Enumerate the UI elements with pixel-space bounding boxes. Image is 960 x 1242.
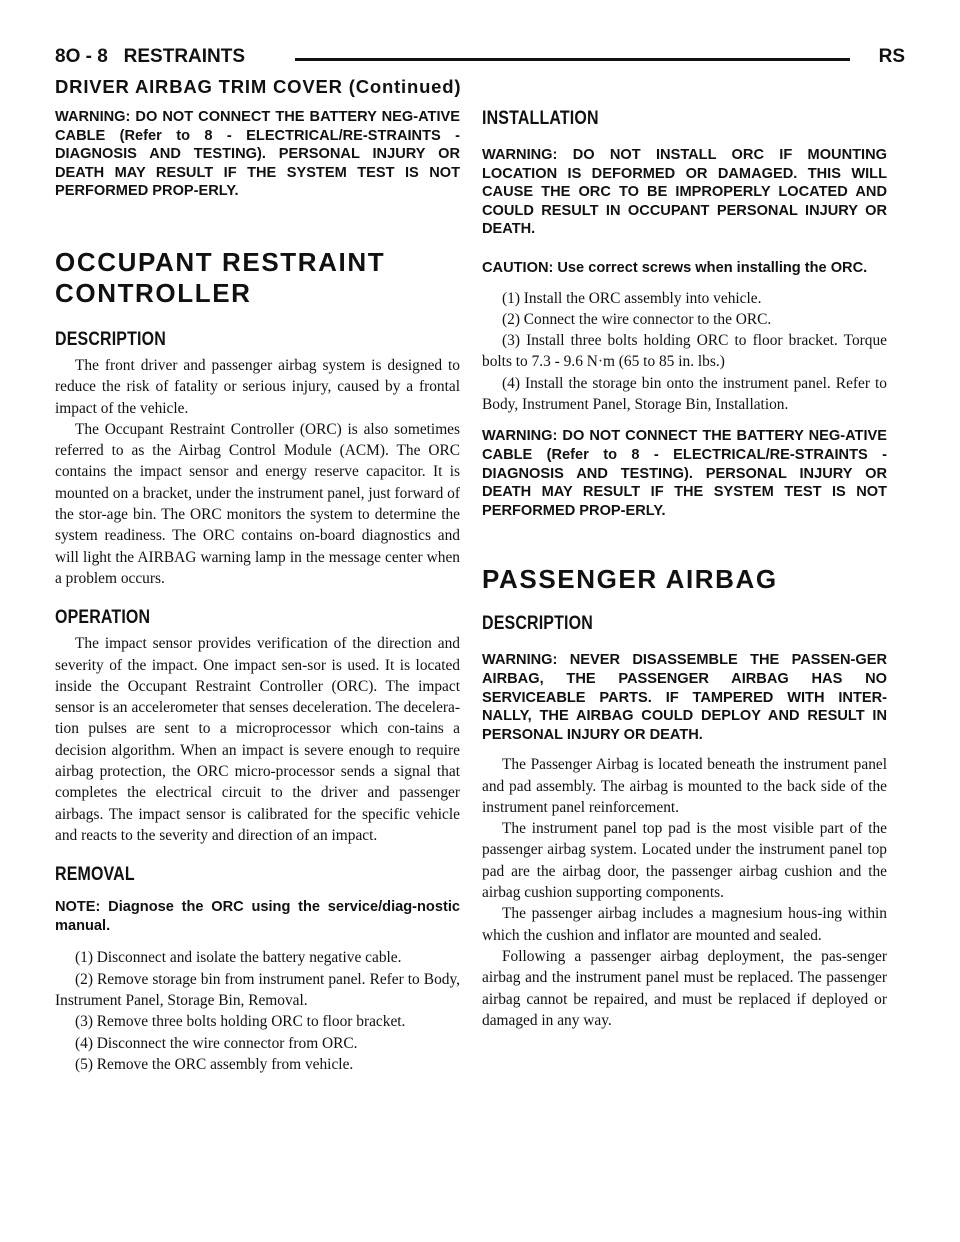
install-step: (2) Connect the wire connector to the ORC. xyxy=(502,310,772,328)
desc-paragraph-1: The front driver and passenger airbag system is designed to reduce the risk of fatality or serious injury, caused by a frontal impact of the vehicle. xyxy=(55,356,460,417)
right-column xyxy=(482,108,887,1031)
warning-battery-2: WARNING: DO NOT CONNECT THE BATTERY NEG-ATIVE CABLE (Refer to 8 - ELECTRICAL/RE-STRAINTS - DIAGNOSIS AND TESTING). PERSONAL INJURY OR DEATH MAY RESULT IF THE SYSTEM TEST IS NOT PERFORMED PROP-ERLY. xyxy=(482,428,887,519)
section-name: RESTRAINTS xyxy=(123,46,246,67)
pa-paragraph-3: The passenger airbag includes a magnesium hous-ing within which the cushion and inflator are mounted and sealed. xyxy=(482,905,887,944)
removal-step: (4) Disconnect the wire connector from ORC. xyxy=(75,1034,358,1052)
install-step: (3) Install three bolts holding ORC to floor bracket. Torque bolts to 7.3 - 9.6 N·m (65 to 85 in. lbs.) xyxy=(482,332,887,371)
note-diagnose: NOTE: Diagnose the ORC using the service/diag-nostic manual. xyxy=(55,899,460,934)
install-step: (4) Install the storage bin onto the instrument panel. Refer to Body, Instrument Panel, Storage Bin, Installation. xyxy=(482,374,887,414)
warning-battery: WARNING: DO NOT CONNECT THE BATTERY NEG-ATIVE CABLE (Refer to 8 - ELECTRICAL/RE-STRAINTS - DIAGNOSIS AND TESTING). PERSONAL INJURY OR DEATH MAY RESULT IF THE SYSTEM TEST IS NOT PERFORMED PROP-ERLY. xyxy=(55,109,460,200)
header-left xyxy=(55,46,245,68)
page-header xyxy=(55,46,905,74)
pa-paragraph-4: Following a passenger airbag deployment, the pas-senger airbag and the instrument panel must be replaced. The passenger airbag cannot be repaired, and must be replaced if deployed or damaged in any way. xyxy=(482,947,887,1029)
operation-paragraph: The impact sensor provides verification of the direction and severity of the impact. One impact sen-sor is used. It is located inside the Occupant Restraint Controller (ORC). The impact sensor is an accelerometer that senses deceleration. The decelera-tion pulses are sent to a microprocessor which con-tains a decision algorithm. When an impact is severe enough to require airbag protection, the ORC micro-processor sends a signal that completes the electrical circuit to the driver and passenger airbags. The impact sensor is calibrated for the specific vehicle and reacts to the severity and direction of an impact. xyxy=(55,635,460,844)
removal-step: (5) Remove the ORC assembly from vehicle. xyxy=(75,1055,354,1073)
pa-paragraph-1: The Passenger Airbag is located beneath the instrument panel and pad assembly. The airbag is mounted to the back side of the instrument panel reinforcement. xyxy=(482,756,887,816)
heading-operation: OPERATION xyxy=(55,607,151,629)
removal-step: (3) Remove three bolts holding ORC to floor bracket. xyxy=(75,1013,406,1031)
heading-removal: REMOVAL xyxy=(55,864,135,886)
caution-screws: CAUTION: Use correct screws when installing the ORC. xyxy=(482,259,868,276)
removal-step: (1) Disconnect and isolate the battery negative cable. xyxy=(75,949,402,967)
heading-description-pa: DESCRIPTION xyxy=(482,613,593,635)
section-title-orc: OCCUPANT RESTRAINT CONTROLLER xyxy=(55,246,386,308)
page-number: 8O - 8 xyxy=(55,46,108,67)
pa-paragraph-2: The instrument panel top pad is the most visible part of the passenger airbag system. Located under the instrument panel top pad are the airbag door, the passenger airbag cushion and the airbag cushion supporting components. xyxy=(482,820,887,902)
continued-title: DRIVER AIRBAG TRIM COVER (Continued) xyxy=(55,76,462,97)
left-column xyxy=(55,108,460,1075)
removal-step: (2) Remove storage bin from instrument panel. Refer to Body, Instrument Panel, Storage Bin, Removal. xyxy=(55,970,460,1009)
warning-passenger-airbag: WARNING: NEVER DISASSEMBLE THE PASSEN-GER AIRBAG, THE PASSENGER AIRBAG HAS NO SERVICEABLE PARTS. IF TAMPERED WITH INTER-NALLY, THE AIRBAG COULD DEPLOY AND RESULT IN PERSONAL INJURY OR DEATH. xyxy=(482,652,887,743)
header-rule xyxy=(295,58,850,61)
heading-description: DESCRIPTION xyxy=(55,328,166,350)
heading-installation: INSTALLATION xyxy=(482,108,599,129)
desc-paragraph-2: The Occupant Restraint Controller (ORC) is also sometimes referred to as the Airbag Control Module (ACM). The ORC contains the impact sensor and energy reserve capacitor. It is mounted on a bracket, under the instrument panel, just forward of the stor-age bin. The ORC monitors the system to determine the system readiness. The ORC contains on-board diagnostics and will light the AIRBAG warning lamp in the message center when a problem occurs. xyxy=(55,420,460,587)
model-code: RS xyxy=(878,46,905,67)
install-step: (1) Install the ORC assembly into vehicle. xyxy=(502,289,762,307)
section-title-passenger-airbag: PASSENGER AIRBAG xyxy=(482,564,778,595)
warning-install: WARNING: DO NOT INSTALL ORC IF MOUNTING LOCATION IS DEFORMED OR DAMAGED. THIS WILL CAUSE THE ORC TO BE IMPROPERLY LOCATED AND COULD RESULT IN OCCUPANT PERSONAL INJURY OR DEATH. xyxy=(482,147,887,238)
